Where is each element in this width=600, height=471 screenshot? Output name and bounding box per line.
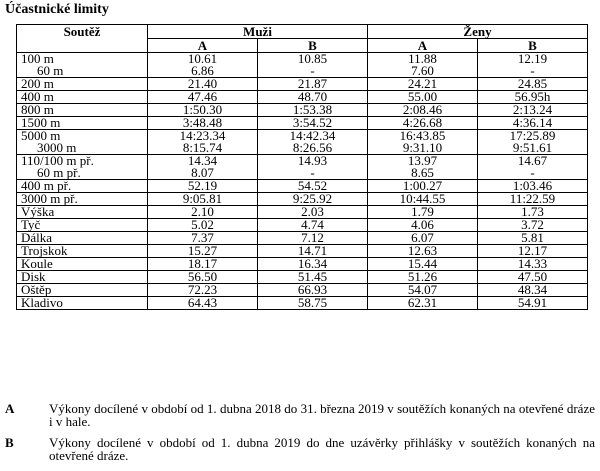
limit-cell [258, 53, 368, 78]
table-row [17, 155, 588, 180]
limit-value: 7.37 [191, 230, 214, 245]
limit-value: 17:25.89 [509, 128, 556, 143]
event-name: Trojskok [21, 243, 68, 258]
limit-value: 24.21 [407, 76, 438, 91]
women-a-header: A [368, 39, 478, 53]
limit-value: 1.73 [521, 204, 544, 219]
limit-value: 3:54.52 [292, 115, 333, 130]
limit-value: 54.52 [297, 178, 328, 193]
limit-value: 12.19 [517, 51, 548, 66]
limit-cell [148, 53, 258, 78]
limit-value: 9:25.92 [292, 191, 333, 206]
limit-value: 4.74 [301, 217, 324, 232]
limit-cell [478, 155, 588, 180]
limit-value: 21.40 [187, 76, 218, 91]
limit-value: 8:15.74 [182, 140, 223, 155]
limit-value: 1.79 [411, 204, 434, 219]
limit-value: 51.26 [407, 269, 438, 284]
limit-value: 9:31.10 [402, 140, 443, 155]
limit-value: 16.34 [297, 256, 328, 271]
event-cell [17, 130, 148, 155]
limit-value: 12.17 [517, 243, 548, 258]
limit-value: 5.81 [521, 230, 544, 245]
limit-value: 14.93 [297, 153, 328, 168]
limit-cell [368, 155, 478, 180]
limit-value: - [310, 63, 315, 78]
limit-cell [258, 130, 368, 155]
limit-value: 2:08.46 [402, 102, 443, 117]
limit-value: 51.45 [297, 269, 328, 284]
limit-value: 6.86 [191, 63, 214, 78]
limit-value: 62.31 [407, 295, 438, 310]
limit-cell [368, 53, 478, 78]
limit-value: 14.67 [517, 153, 548, 168]
limits-table [16, 24, 588, 310]
event-name: 1500 m [21, 115, 61, 130]
event-name: Dálka [21, 230, 53, 245]
table-row [17, 297, 588, 310]
limit-value: 2.03 [301, 204, 324, 219]
limit-value: 7.60 [411, 63, 434, 78]
limit-value: - [530, 165, 535, 180]
event-name: 200 m [21, 76, 54, 91]
footnote-key: A [5, 401, 15, 416]
event-column-header: Soutěž [17, 25, 148, 53]
men-group-header: Muži [148, 25, 368, 39]
women-group-header: Ženy [368, 25, 588, 39]
limit-value: 14.71 [297, 243, 328, 258]
event-name: Kladivo [21, 295, 63, 310]
limit-cell [368, 130, 478, 155]
limit-value: 2:13.24 [512, 102, 553, 117]
event-name: 800 m [21, 102, 54, 117]
limit-value: 9:05.81 [182, 191, 223, 206]
limit-value: 14.34 [187, 153, 218, 168]
footnote-text: Výkony docílené v období od 1. dubna 2018 do 31. března 2019 v soutěžích konaných na otevřené dráze i v hale. [49, 401, 595, 429]
event-name: 60 m př. [37, 165, 81, 180]
limit-cell [478, 297, 588, 310]
limit-value: 4.06 [411, 217, 434, 232]
limit-value: 3:48.48 [182, 115, 223, 130]
event-name: Oštěp [21, 282, 52, 297]
event-name: 400 m př. [21, 178, 72, 193]
limit-cell [148, 297, 258, 310]
limit-value: 56.95h [514, 89, 551, 104]
limit-value: 7.12 [301, 230, 324, 245]
limit-value: 8.07 [191, 165, 214, 180]
limit-value: 52.19 [187, 178, 218, 193]
limit-value: 14:42.34 [289, 128, 336, 143]
limit-value: 11:22.59 [509, 191, 556, 206]
table-header-row [17, 25, 588, 39]
event-name: 400 m [21, 89, 54, 104]
limit-value: 1:00.27 [402, 178, 443, 193]
limit-value: - [530, 63, 535, 78]
limit-value: 13.97 [407, 153, 438, 168]
men-b-header: B [258, 39, 368, 53]
limit-value: 14.33 [517, 256, 548, 271]
event-name: Výška [21, 204, 55, 219]
table-row [17, 130, 588, 155]
limit-value: 4:26.68 [402, 115, 443, 130]
event-cell [17, 297, 148, 310]
event-name: 3000 m [37, 140, 77, 155]
limit-value: 10.85 [297, 51, 328, 66]
limit-value: 66.93 [297, 282, 328, 297]
limit-value: 10:44.55 [399, 191, 446, 206]
event-name: Tyč [21, 217, 41, 232]
men-a-header: A [148, 39, 258, 53]
limit-value: 8:26.56 [292, 140, 333, 155]
limit-value: 8.65 [411, 165, 434, 180]
limit-value: 12.63 [407, 243, 438, 258]
limit-value: 21.87 [297, 76, 328, 91]
limit-cell [258, 297, 368, 310]
event-name: 5000 m [21, 128, 61, 143]
limit-value: 56.50 [187, 269, 218, 284]
limit-value: 15.44 [407, 256, 438, 271]
limit-value: 18.17 [187, 256, 218, 271]
event-name: Koule [21, 256, 53, 271]
limit-value: 47.46 [187, 89, 218, 104]
limit-value: 1:50.30 [182, 102, 223, 117]
limit-value: 1:53.38 [292, 102, 333, 117]
limit-value: 14:23.34 [179, 128, 226, 143]
limit-value: 9:51.61 [512, 140, 553, 155]
limit-value: 4:36.14 [512, 115, 553, 130]
limit-cell [148, 155, 258, 180]
limit-value: 15.27 [187, 243, 218, 258]
limit-cell [368, 297, 478, 310]
limit-value: 58.75 [297, 295, 328, 310]
page-title: Účastnické limity [5, 2, 109, 17]
limit-value: 64.43 [187, 295, 218, 310]
limit-value: - [310, 165, 315, 180]
limit-value: 5.02 [191, 217, 214, 232]
limit-value: 6.07 [411, 230, 434, 245]
limit-value: 11.88 [408, 51, 437, 66]
event-name: 110/100 m př. [21, 153, 94, 168]
event-cell [17, 155, 148, 180]
limit-value: 48.34 [517, 282, 548, 297]
limits-table-body [17, 53, 588, 310]
limit-cell [478, 130, 588, 155]
footnote-b [5, 436, 595, 462]
limit-value: 54.91 [517, 295, 548, 310]
limit-value: 24.85 [517, 76, 548, 91]
limit-cell [478, 53, 588, 78]
footnotes [5, 402, 595, 470]
event-cell [17, 53, 148, 78]
footnote-a [5, 402, 595, 428]
limit-value: 72.23 [187, 282, 218, 297]
limit-value: 2.10 [191, 204, 214, 219]
footnote-key: B [5, 435, 14, 450]
table-row [17, 53, 588, 78]
event-name: 60 m [37, 63, 64, 78]
limit-value: 1:03.46 [512, 178, 553, 193]
limit-value: 55.00 [407, 89, 438, 104]
event-name: Disk [21, 269, 46, 284]
women-b-header: B [478, 39, 588, 53]
limit-cell [148, 130, 258, 155]
limit-value: 48.70 [297, 89, 328, 104]
limit-cell [258, 155, 368, 180]
event-name: 3000 m př. [21, 191, 78, 206]
limit-value: 54.07 [407, 282, 438, 297]
limit-value: 10.61 [187, 51, 218, 66]
footnote-text: Výkony docílené v období od 1. dubna 2019 do dne uzávěrky přihlášky v soutěžích konaných na otevřené dráze. [49, 435, 595, 463]
limit-value: 3.72 [521, 217, 544, 232]
limit-value: 47.50 [517, 269, 548, 284]
limit-value: 16:43.85 [399, 128, 446, 143]
event-name: 100 m [21, 51, 54, 66]
